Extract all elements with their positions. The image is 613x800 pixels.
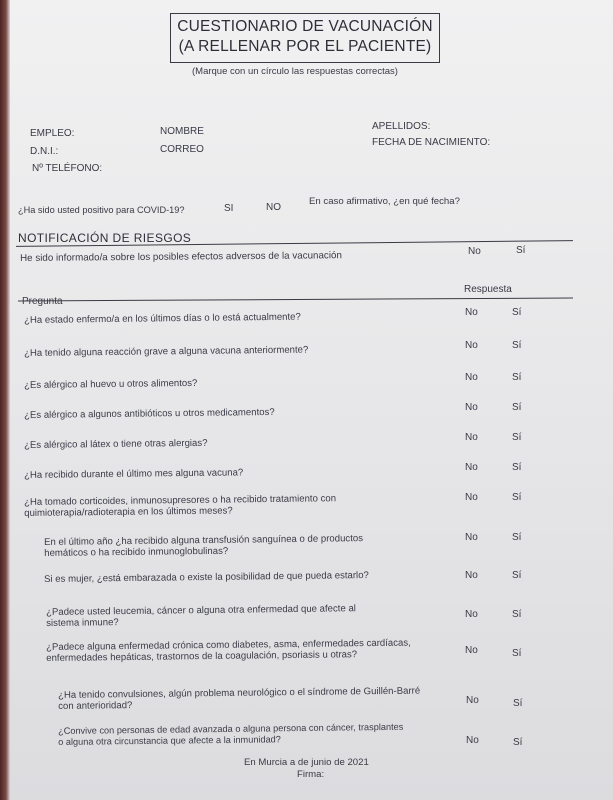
covid-no-option: NO bbox=[266, 202, 281, 213]
q5-no-option: No bbox=[465, 432, 478, 443]
covid-followup: En caso afirmativo, ¿en qué fecha? bbox=[309, 196, 460, 207]
q4-si-option: Sí bbox=[512, 402, 522, 413]
q1-si-option: Sí bbox=[512, 307, 522, 318]
place-date-text: En Murcia a de junio de 2021 bbox=[244, 757, 369, 768]
question-row-9: Si es mujer, ¿está embarazada o existe la posibilidad de que pueda estarlo? bbox=[44, 570, 369, 585]
q2-si-option: Sí bbox=[512, 340, 522, 351]
form-title: CUESTIONARIO DE VACUNACIÓN bbox=[177, 18, 433, 35]
title-box bbox=[170, 13, 440, 63]
q4-no-option: No bbox=[465, 402, 478, 413]
nombre-label: NOMBRE bbox=[160, 126, 204, 137]
q7-no-option: No bbox=[465, 492, 478, 503]
q3-no-option: No bbox=[465, 372, 478, 383]
question-row-12: ¿Ha tenido convulsiones, algún problema neurológico o el síndrome de Guillén-Barré con anterioridad? bbox=[58, 685, 421, 712]
risks-statement: He sido informado/a sobre los posibles efectos adversos de la vacunación bbox=[20, 250, 342, 264]
question-row-11: ¿Padece alguna enfermedad crónica como diabetes, asma, enfermedades cardíacas, enfermedades hepáticas, trastornos de la coagulación, psoriasis u otras? bbox=[46, 637, 411, 664]
q11-no-option: No bbox=[465, 645, 478, 656]
q12-no-option: No bbox=[466, 695, 479, 706]
fecha-nacimiento-label: FECHA DE NACIMIENTO: bbox=[372, 137, 491, 148]
column-header-answer: Respuesta bbox=[464, 284, 512, 295]
q10-no-option: No bbox=[465, 609, 478, 620]
empleo-label: EMPLEO: bbox=[30, 128, 75, 139]
correo-label: CORREO bbox=[160, 144, 204, 155]
question-row-8: En el último año ¿ha recibido alguna transfusión sanguínea o de productos hemáticos o ha recibido inmunoglobulinas? bbox=[44, 533, 364, 559]
instruction-text: (Marque con un círculo las respuestas correctas) bbox=[192, 66, 398, 77]
q8-si-option: Sí bbox=[512, 532, 522, 543]
q11-si-option: Sí bbox=[512, 648, 522, 659]
q9-si-option: Sí bbox=[512, 570, 522, 581]
covid-question: ¿Ha sido usted positivo para COVID-19? bbox=[18, 205, 185, 215]
question-row-4: ¿Es alérgico a algunos antibióticos u otros medicamentos? bbox=[24, 406, 275, 421]
q3-si-option: Sí bbox=[512, 372, 522, 383]
question-row-3: ¿Es alérgico al huevo u otros alimentos? bbox=[24, 377, 198, 391]
risks-si-option: Sí bbox=[516, 245, 526, 256]
question-row-7: ¿Ha tomado corticoides, inmunosupresores o ha recibido tratamiento con quimioterapia/radioterapia en los últimos meses? bbox=[24, 493, 337, 519]
q10-si-option: Sí bbox=[512, 609, 522, 620]
form-subtitle: (A RELLENAR POR EL PACIENTE) bbox=[178, 38, 432, 55]
apellidos-label: APELLIDOS: bbox=[372, 121, 431, 132]
question-row-2: ¿Ha tenido alguna reacción grave a alguna vacuna anteriormente? bbox=[24, 344, 309, 359]
risks-heading: NOTIFICACIÓN DE RIESGOS bbox=[18, 231, 192, 245]
q2-no-option: No bbox=[465, 340, 478, 351]
dni-label: D.N.I.: bbox=[30, 146, 59, 157]
covid-si-option: SI bbox=[224, 203, 234, 214]
risks-no-option: No bbox=[468, 246, 481, 257]
page-edge-shadow bbox=[0, 0, 10, 800]
q9-no-option: No bbox=[465, 570, 478, 581]
signature-label: Firma: bbox=[297, 769, 325, 780]
question-row-6: ¿Ha recibido durante el último mes alguna vacuna? bbox=[24, 467, 244, 481]
question-row-10: ¿Padece usted leucemia, cáncer o alguna otra enfermedad que afecte al sistema inmune? bbox=[46, 603, 356, 629]
q5-si-option: Sí bbox=[512, 432, 522, 443]
question-row-5: ¿Es alérgico al látex o tiene otras alergias? bbox=[24, 437, 208, 451]
q1-no-option: No bbox=[465, 307, 478, 318]
q13-si-option: Sí bbox=[513, 737, 523, 748]
question-row-13: ¿Convive con personas de edad avanzada o alguna persona con cáncer, trasplantes o alguna otra circunstancia que afecte a la inmunidad? bbox=[58, 721, 404, 747]
q6-si-option: Sí bbox=[512, 462, 522, 473]
question-row-1: ¿Ha estado enfermo/a en los últimos días o lo está actualmente? bbox=[24, 311, 301, 326]
q7-si-option: Sí bbox=[512, 492, 522, 503]
telefono-label: Nº TELÉFONO: bbox=[32, 163, 103, 174]
q13-no-option: No bbox=[466, 735, 479, 746]
q12-si-option: Sí bbox=[513, 698, 523, 709]
q6-no-option: No bbox=[465, 462, 478, 473]
q8-no-option: No bbox=[465, 532, 478, 543]
